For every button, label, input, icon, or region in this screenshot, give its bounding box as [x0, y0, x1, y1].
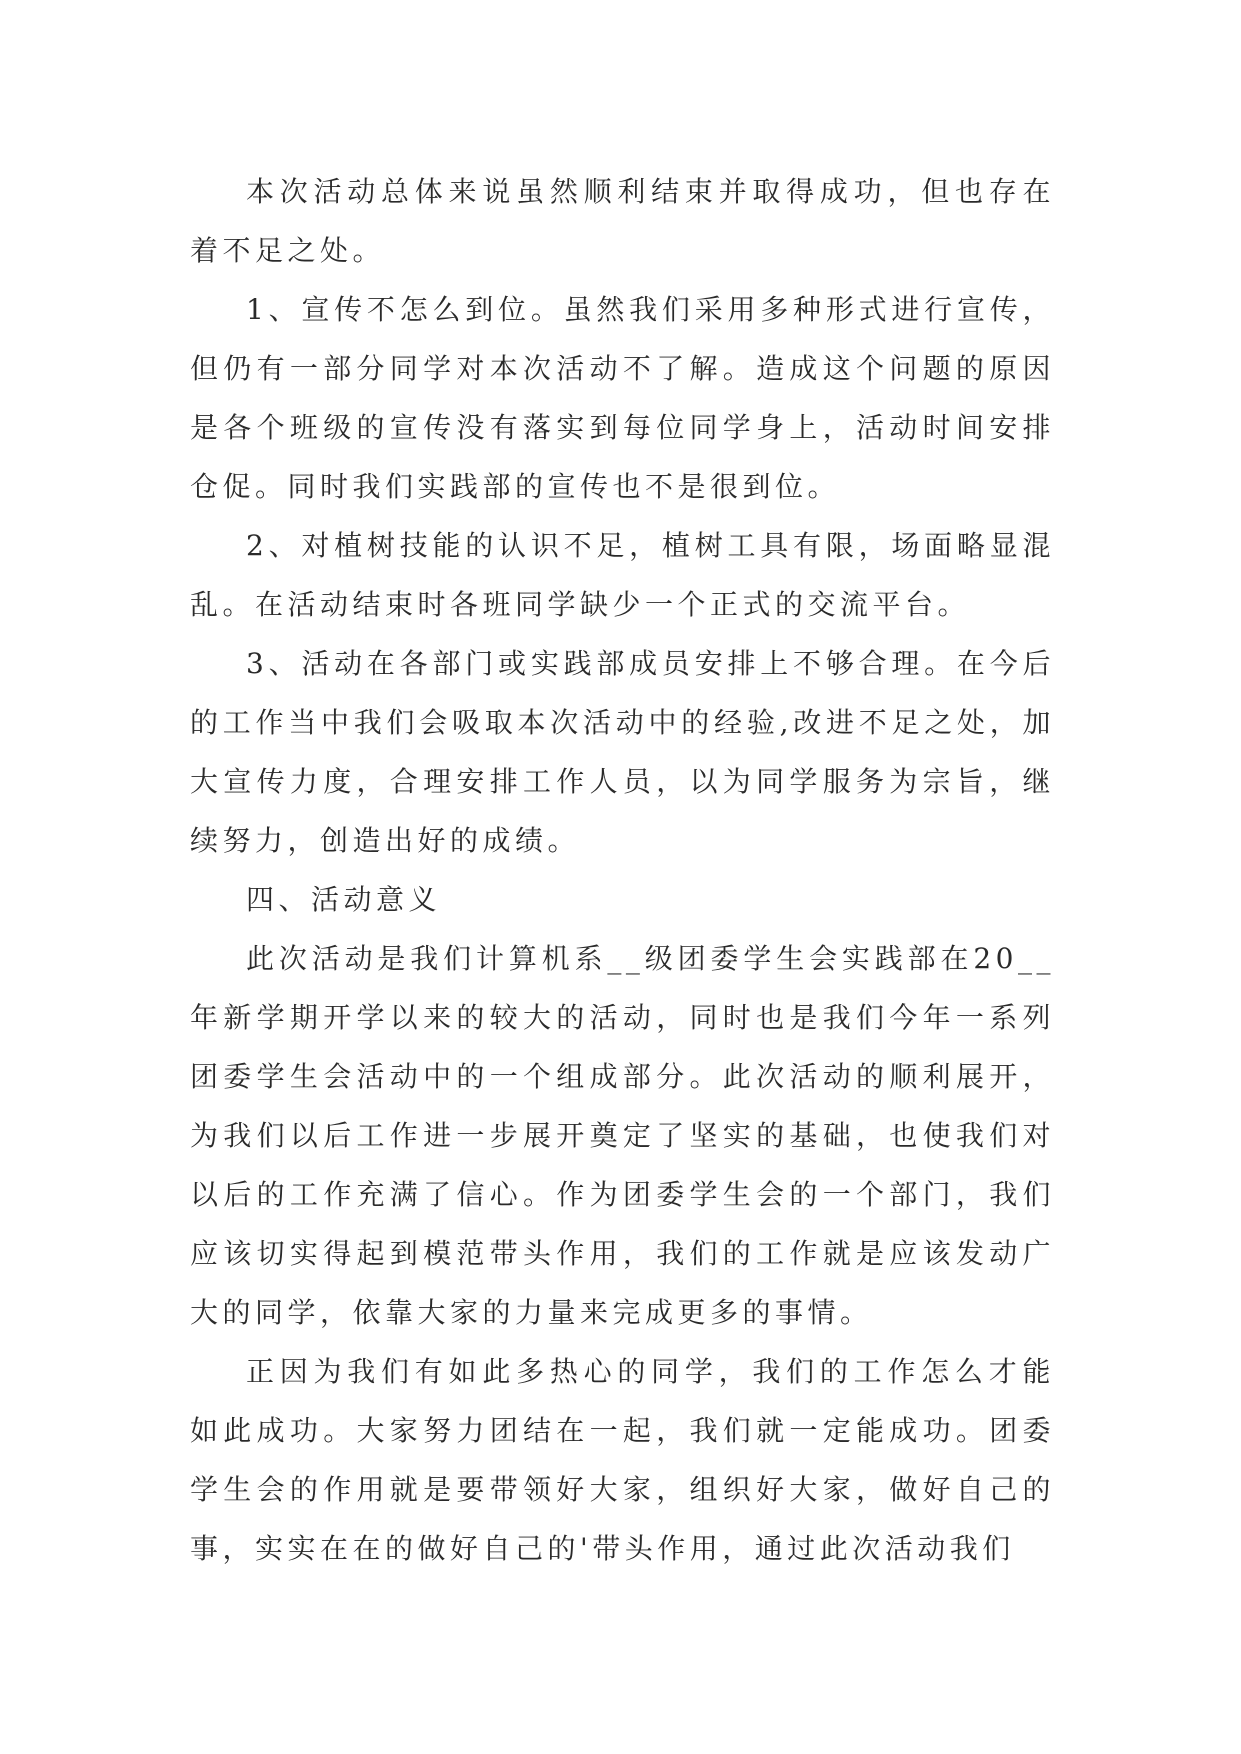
paragraph-point-1-publicity: 1、宣传不怎么到位。虽然我们采用多种形式进行宣传，但仍有一部分同学对本次活动不了解。造成这个问题的原因是各个班级的宣传没有落实到每位同学身上，活动时间安排仓促。同时我们实践部的宣传也不是很到位。 — [190, 293, 1055, 503]
paragraph-point-2-skills: 2、对植树技能的认识不足，植树工具有限，场面略显混乱。在活动结束时各班同学缺少一个正式的交流平台。 — [190, 529, 1055, 621]
document-body — [190, 162, 1055, 1578]
paragraph-point-3-arrangement: 3、活动在各部门或实践部成员安排上不够合理。在今后的工作当中我们会吸取本次活动中的经验,改进不足之处，加大宣传力度，合理安排工作人员，以为同学服务为宗旨，继续努力，创造出好的成绩。 — [190, 647, 1055, 857]
paragraph-closing: 正因为我们有如此多热心的同学，我们的工作怎么才能如此成功。大家努力团结在一起，我们就一定能成功。团委学生会的作用就是要带领好大家，组织好大家，做好自己的事，实实在在的做好自己的'带头作用，通过此次活动我们 — [190, 1355, 1055, 1565]
paragraph-significance: 此次活动是我们计算机系__级团委学生会实践部在20__年新学期开学以来的较大的活动，同时也是我们今年一系列团委学生会活动中的一个组成部分。此次活动的顺利展开，为我们以后工作进一步展开奠定了坚实的基础，也使我们对以后的工作充满了信心。作为团委学生会的一个部门，我们应该切实得起到模范带头作用，我们的工作就是应该发动广大的同学，依靠大家的力量来完成更多的事情。 — [190, 942, 1055, 1329]
paragraph-shortcomings-intro: 本次活动总体来说虽然顺利结束并取得成功，但也存在着不足之处。 — [190, 175, 1055, 267]
section-heading-significance: 四、活动意义 — [246, 883, 442, 916]
